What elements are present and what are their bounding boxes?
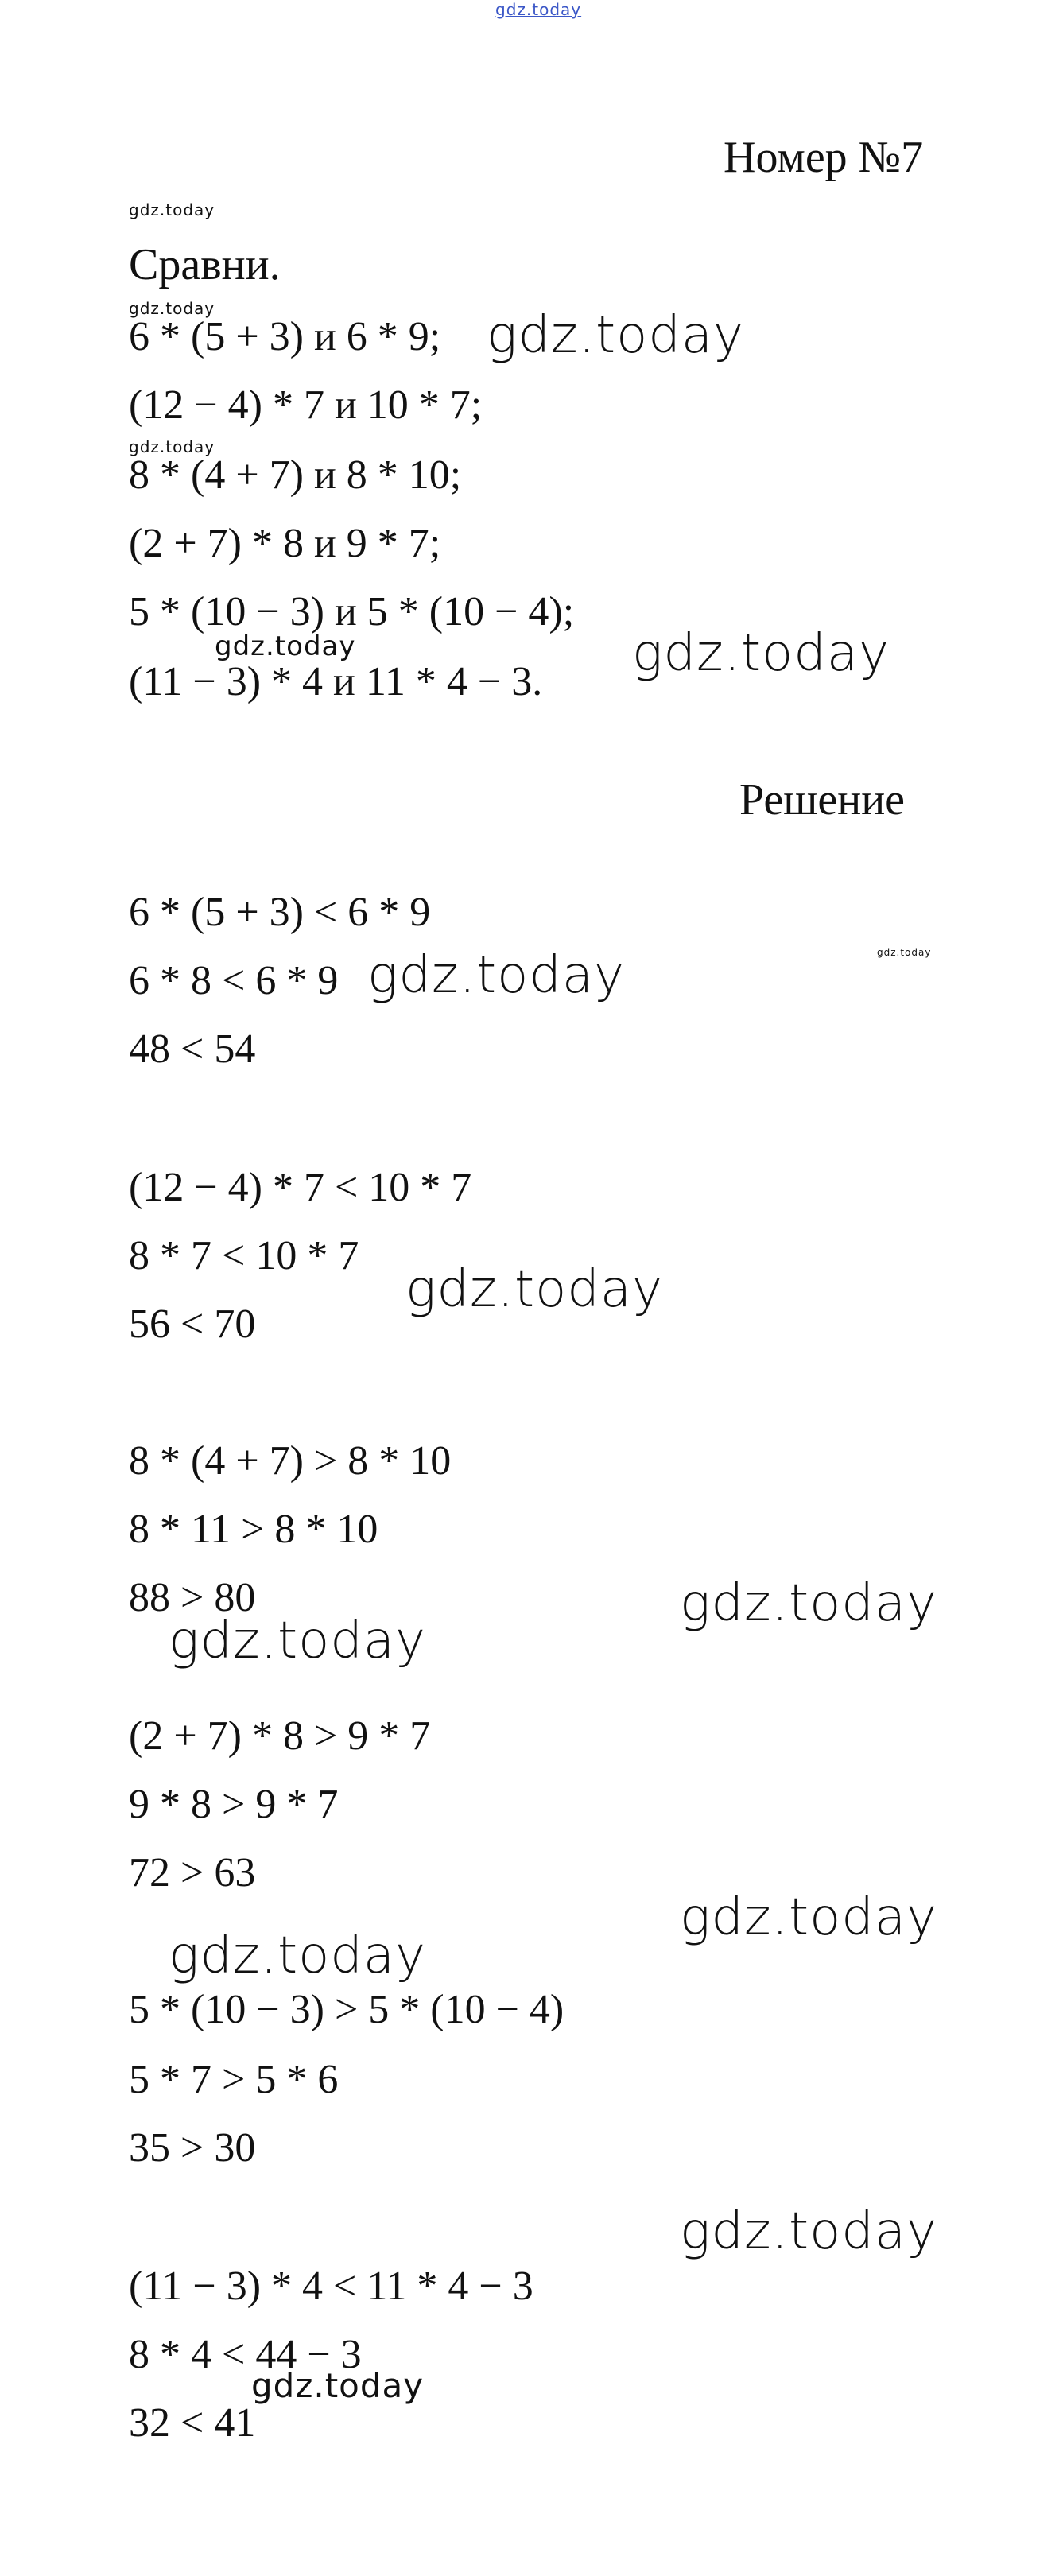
watermark-mid-1: gdz.today [215, 630, 356, 662]
task-line-4: (2 + 7) * 8 и 9 * 7; [129, 521, 441, 566]
watermark-big-3: gdz.today [367, 946, 625, 1005]
solution-5-line-1: 5 * (10 − 3) > 5 * (10 − 4) [129, 1987, 564, 2032]
solution-3-line-3: 88 > 80 [129, 1575, 256, 1620]
watermark-tiny: gdz.today [877, 947, 932, 958]
task-line-3: 8 * (4 + 7) и 8 * 10; [129, 452, 462, 498]
watermark-big-4: gdz.today [405, 1260, 663, 1319]
solution-6-line-1: (11 − 3) * 4 < 11 * 4 − 3 [129, 2264, 533, 2309]
watermark-small-1: gdz.today [129, 200, 215, 219]
solution-1-line-1: 6 * (5 + 3) < 6 * 9 [129, 890, 431, 935]
solution-3-line-2: 8 * 11 > 8 * 10 [129, 1507, 378, 1552]
solution-1-line-3: 48 < 54 [129, 1026, 256, 1072]
solution-6-line-2: 8 * 4 < 44 − 3 [129, 2332, 362, 2377]
task-line-6: (11 − 3) * 4 и 11 * 4 − 3. [129, 659, 543, 704]
page-title: Номер №7 [724, 133, 924, 182]
watermark-big-1: gdz.today [487, 306, 744, 365]
watermark-big-7: gdz.today [680, 1888, 937, 1947]
solution-3-line-1: 8 * (4 + 7) > 8 * 10 [129, 1438, 452, 1484]
solution-6-line-3: 32 < 41 [129, 2400, 256, 2446]
task-line-5: 5 * (10 − 3) и 5 * (10 − 4); [129, 589, 575, 634]
solution-heading: Решение [739, 775, 906, 824]
solution-2-line-1: (12 − 4) * 7 < 10 * 7 [129, 1165, 472, 1210]
watermark-big-9: gdz.today [680, 2202, 937, 2261]
task-line-2: (12 − 4) * 7 и 10 * 7; [129, 382, 483, 428]
watermark-small-2: gdz.today [129, 299, 215, 318]
solution-5-line-2: 5 * 7 > 5 * 6 [129, 2057, 339, 2102]
watermark-big-8: gdz.today [169, 1926, 426, 1985]
solution-1-line-2: 6 * 8 < 6 * 9 [129, 958, 339, 1003]
solution-4-line-2: 9 * 8 > 9 * 7 [129, 1782, 339, 1827]
watermark-big-2: gdz.today [632, 624, 890, 683]
solution-4-line-1: (2 + 7) * 8 > 9 * 7 [129, 1713, 431, 1759]
watermark-mid-2: gdz.today [251, 2366, 425, 2405]
solution-2-line-2: 8 * 7 < 10 * 7 [129, 1233, 359, 1278]
watermark-big-6: gdz.today [169, 1612, 426, 1670]
task-line-1: 6 * (5 + 3) и 6 * 9; [129, 314, 441, 359]
solution-2-line-3: 56 < 70 [129, 1302, 256, 1347]
watermark-big-5: gdz.today [680, 1574, 937, 1633]
watermark-small-3: gdz.today [129, 437, 215, 456]
top-watermark-link[interactable]: gdz.today [495, 0, 582, 19]
task-heading: Сравни. [129, 240, 281, 289]
solution-4-line-3: 72 > 63 [129, 1850, 256, 1895]
solution-5-line-3: 35 > 30 [129, 2125, 256, 2171]
